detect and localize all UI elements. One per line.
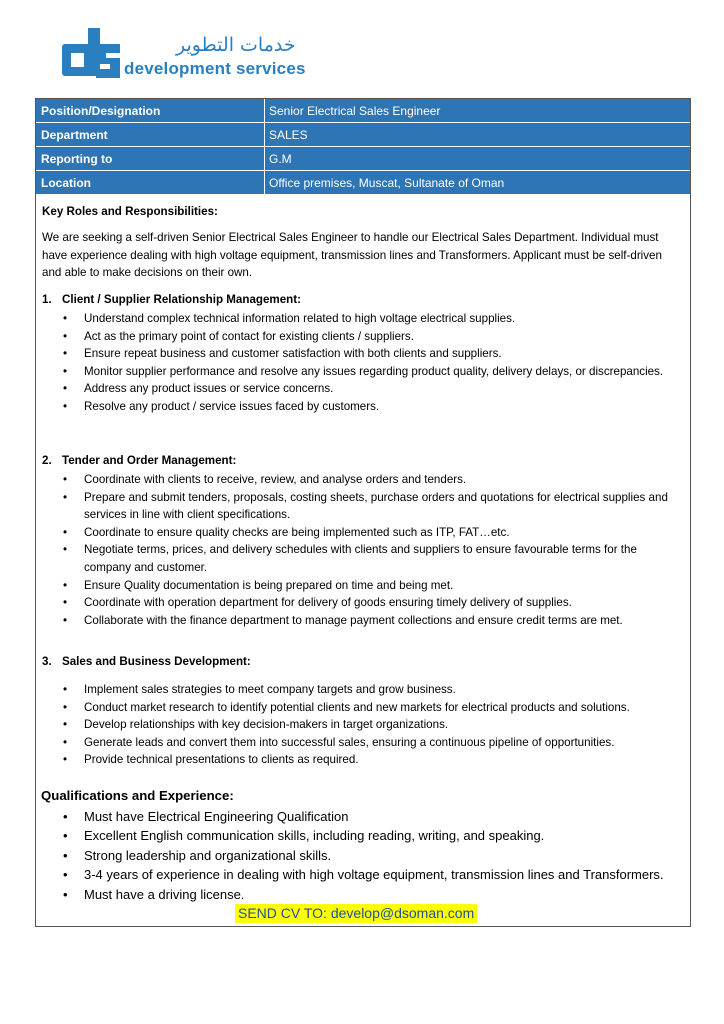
location-value: Office premises, Muscat, Sultanate of Oman [269,176,505,190]
list-item: • Excellent English communication skills, including reading, writing, and speaking. [36,826,690,845]
bullet-icon: • [63,596,68,610]
section-3-list [36,681,690,769]
list-item: • Address any product issues or service concerns. [36,380,690,398]
bullet-icon: • [63,525,68,539]
list-item: • Strong leadership and organizational skills. [36,846,690,865]
list-item: • Collaborate with the finance department to manage payment collections and ensure credit terms are met. [36,612,690,630]
bullet-icon: • [63,886,68,902]
bullet-icon: • [63,578,68,592]
bullet-icon: • [63,867,68,883]
bullet-icon: • [63,809,68,824]
section-2-heading [42,454,236,467]
logo-mark-icon [58,26,122,82]
bullet-icon: • [63,828,68,844]
list-item: • Ensure Quality documentation is being prepared on time and being met. [36,577,690,595]
logo-arabic-text: خدمات التطوير [176,34,296,56]
list-item: • Ensure repeat business and customer satisfaction with both clients and suppliers. [36,345,690,363]
list-item: • Coordinate to ensure quality checks are being implemented such as ITP, FAT…etc. [36,524,690,542]
bullet-icon: • [63,735,68,749]
section-3-number: 3. [42,655,52,668]
intro-paragraph: We are seeking a self-driven Senior Electrical Sales Engineer to handle our Electrical Sales Department. Individual must have experience dealing with high voltage equipment, transmission lines and Transformers. Applicant must be self-driven and able to make decisions on their own. [42,231,662,280]
list-item: • Implement sales strategies to meet company targets and grow business. [36,681,690,699]
section-1-list [36,310,690,416]
bullet-icon: • [63,490,68,504]
table-row-department [36,123,690,147]
list-item: • Act as the primary point of contact for existing clients / suppliers. [36,328,690,346]
job-description-frame [35,98,691,927]
department-value: SALES [269,128,308,142]
bullet-icon: • [63,382,68,396]
bullet-icon: • [63,543,68,557]
list-item: • Monitor supplier performance and resolve any issues regarding product quality, delivery delays, or discrepancies. [36,363,690,381]
department-key: Department [36,123,265,146]
list-item: • Prepare and submit tenders, proposals, costing sheets, purchase orders and quotations for electrical supplies and services in line with client specifications. [63,490,668,522]
send-cv-highlight: SEND CV TO: develop@dsoman.com [235,904,477,923]
qualifications-list [36,807,690,904]
table-row-location [36,171,690,195]
bullet-icon: • [63,329,68,343]
location-key: Location [36,171,265,194]
section-2-list [36,471,690,629]
bullet-icon: • [63,753,68,767]
list-item: • Coordinate with operation department for delivery of goods ensuring timely delivery of supplies. [36,594,690,612]
list-item: • Must have a driving license. [36,885,690,904]
table-row-position [36,99,690,123]
bullet-icon: • [63,700,68,714]
list-item: • Must have Electrical Engineering Qualification [36,807,690,826]
position-value: Senior Electrical Sales Engineer [269,104,441,118]
list-item: • Generate leads and convert them into successful sales, ensuring a continuous pipeline of opportunities. [36,734,690,752]
section-1-title: Client / Supplier Relationship Management: [62,293,301,306]
bullet-icon: • [63,683,68,696]
bullet-icon: • [63,312,68,325]
company-logo [58,26,318,82]
list-item: • Develop relationships with key decision-makers in target organizations. [36,716,690,734]
reporting-key: Reporting to [36,147,265,170]
table-row-reporting [36,147,690,171]
list-item: • 3-4 years of experience in dealing with high voltage equipment, transmission lines and Transformers. [36,865,690,884]
bullet-icon: • [63,613,68,627]
section-1-number: 1. [42,293,52,306]
list-item: • Coordinate with clients to receive, review, and analyse orders and tenders. [36,471,690,489]
section-1-heading [42,293,301,306]
section-3-title: Sales and Business Development: [62,655,251,668]
bullet-icon: • [63,399,68,413]
list-item: • Conduct market research to identify potential clients and new markets for electrical products and solutions. [36,699,690,717]
bullet-icon: • [63,847,68,863]
qualifications-heading: Qualifications and Experience: [41,788,234,803]
bullet-icon: • [63,364,68,378]
list-item: • Understand complex technical information related to high voltage electrical supplies. [36,310,690,328]
bullet-icon: • [63,347,68,361]
bullet-icon: • [63,718,68,732]
logo-latin-text: development services [124,59,306,78]
list-item: • Resolve any product / service issues faced by customers. [36,398,690,416]
reporting-value: G.M [269,152,292,166]
section-2-title: Tender and Order Management: [62,454,237,467]
list-item: • Provide technical presentations to clients as required. [36,751,690,769]
section-3-heading [42,655,251,668]
section-2-number: 2. [42,454,52,467]
list-item: • Negotiate terms, prices, and delivery schedules with clients and suppliers to ensure favourable terms for the company and customer. [63,543,637,574]
position-key: Position/Designation [36,99,265,122]
bullet-icon: • [63,473,68,486]
key-roles-heading: Key Roles and Responsibilities: [42,205,218,218]
